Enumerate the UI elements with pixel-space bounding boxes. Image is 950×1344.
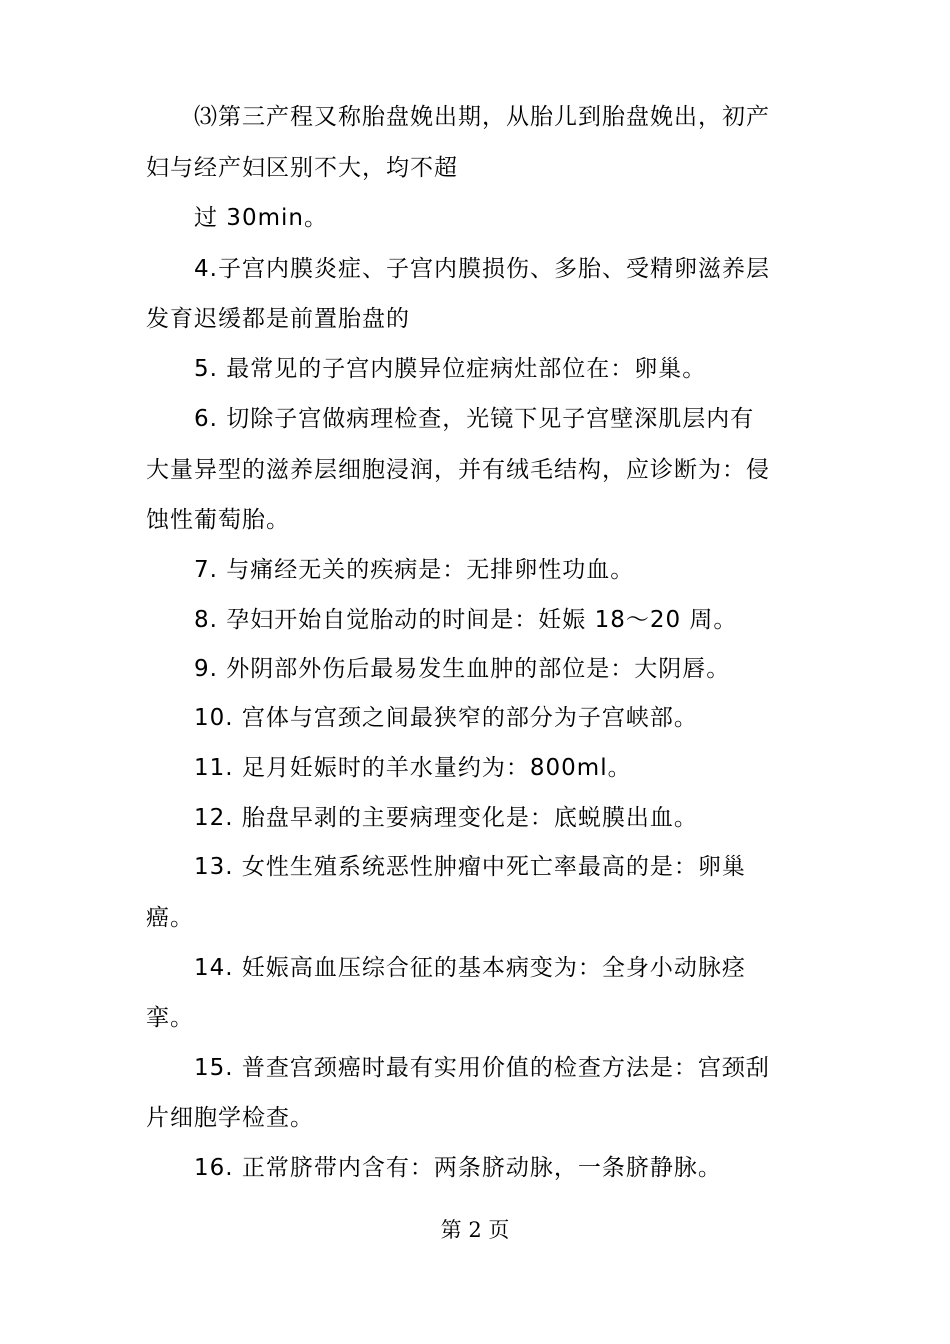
paragraph-line: 5. 最常见的子宫内膜异位症病灶部位在：卵巢。 [194,356,707,382]
paragraph-line: 9. 外阴部外伤后最易发生血肿的部位是：大阴唇。 [194,656,731,682]
paragraph-line: 16. 正常脐带内含有：两条脐动脉，一条脐静脉。 [194,1155,722,1181]
paragraph-line: 蚀性葡萄胎。 [146,507,290,533]
paragraph-line: 挛。 [146,1005,194,1031]
paragraph-line: 11. 足月妊娠时的羊水量约为：800ml。 [194,755,632,781]
paragraph-line: ⑶第三产程又称胎盘娩出期，从胎儿到胎盘娩出，初产 [194,104,770,130]
paragraph-line: 13. 女性生殖系统恶性肿瘤中死亡率最高的是：卵巢 [194,854,746,880]
paragraph-line: 8. 孕妇开始自觉胎动的时间是：妊娠 18～20 周。 [194,607,738,633]
paragraph-line: 15. 普查宫颈癌时最有实用价值的检查方法是：宫颈刮 [194,1055,770,1081]
paragraph-line: 片细胞学检查。 [146,1105,314,1131]
paragraph-line: 发育迟缓都是前置胎盘的 [146,306,410,332]
page-number-footer: 第 2 页 [440,1218,510,1242]
paragraph-line: 6. 切除子宫做病理检查，光镜下见子宫壁深肌层内有 [194,406,755,432]
paragraph-line: 14. 妊娠高血压综合征的基本病变为：全身小动脉痉 [194,955,746,981]
paragraph-line: 妇与经产妇区别不大，均不超 [146,155,458,181]
paragraph-line: 12. 胎盘早剥的主要病理变化是：底蜕膜出血。 [194,805,698,831]
paragraph-line: 癌。 [146,905,194,931]
paragraph-line: 大量异型的滋养层细胞浸润，并有绒毛结构，应诊断为：侵 [146,457,770,483]
paragraph-line: 7. 与痛经无关的疾病是：无排卵性功血。 [194,557,635,583]
paragraph-line: 10. 宫体与宫颈之间最狭窄的部分为子宫峡部。 [194,705,698,731]
paragraph-line: 过 30min。 [194,205,328,231]
paragraph-line: 4.子宫内膜炎症、子宫内膜损伤、多胎、受精卵滋养层 [194,256,770,282]
